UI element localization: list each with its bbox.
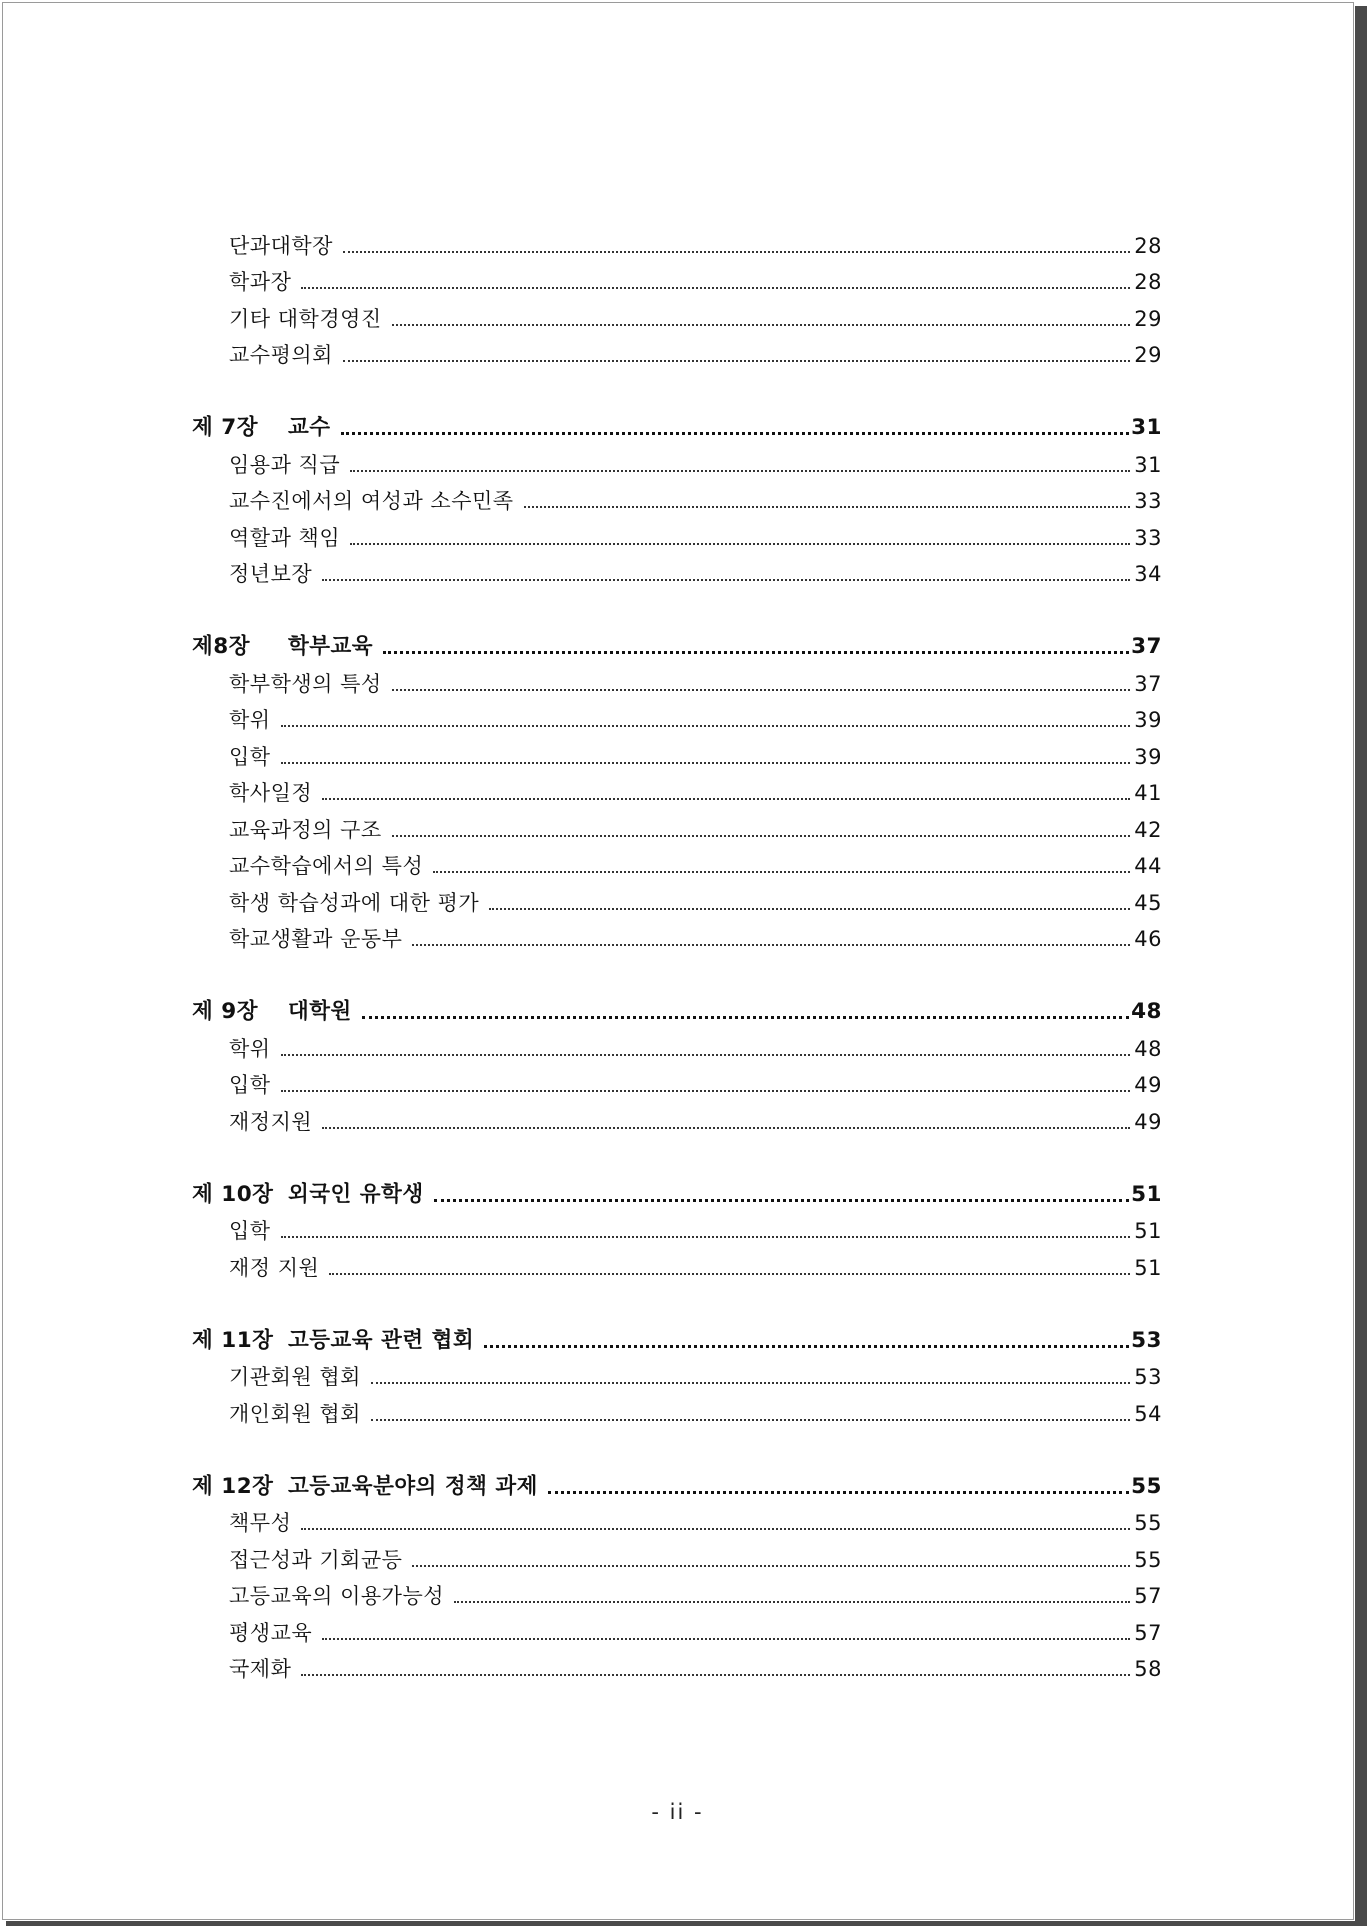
toc-entry[interactable]: 단과대학장 28 [229,233,1162,258]
dot-leader [383,650,1129,654]
toc-chapter-12[interactable] [192,1463,1162,1500]
dot-leader [322,797,1130,800]
page-number: 34 [1134,562,1162,586]
dot-leader [548,1490,1129,1494]
page-number: 48 [1134,1036,1162,1061]
dot-leader [322,578,1130,581]
section-gap [192,1135,1162,1172]
dot-leader [301,1673,1130,1676]
toc-chapter-7[interactable] [192,405,1162,442]
page-number: 53 [1131,1327,1162,1353]
toc-entry[interactable]: 학사일정 41 [229,781,1162,805]
page-number: 39 [1134,744,1162,769]
toc-chapter-11[interactable] [192,1317,1162,1354]
toc-entry[interactable]: 기타 대학경영진 29 [229,306,1162,331]
page-number: 31 [1134,452,1162,477]
dot-leader [281,761,1130,764]
page-number: 53 [1134,1365,1162,1389]
toc-entry[interactable]: 임용과 직급 31 [229,452,1162,477]
page-shadow-bottom [6,1921,1367,1926]
dot-leader [350,542,1130,545]
toc-entry[interactable]: 국제화 58 [229,1657,1162,1681]
page-number: 42 [1134,817,1162,842]
section-gap [192,368,1162,405]
dot-leader [371,1381,1130,1384]
dot-leader [281,1089,1130,1092]
chapter-title: 교수 [288,415,331,440]
chapter-number: 제 12장 [192,1473,274,1499]
section-gap [192,587,1162,624]
page-number: 58 [1134,1657,1162,1681]
page-number: 33 [1134,525,1162,550]
page-number: 45 [1134,890,1162,915]
toc-entry[interactable]: 역할과 책임 33 [229,525,1162,550]
toc-entry[interactable]: 교수진에서의 여성과 소수민족 33 [229,489,1162,513]
toc-entry[interactable]: 고등교육의 이용가능성 57 [229,1584,1162,1608]
dot-leader [484,1344,1129,1348]
page-number: 41 [1134,781,1162,805]
page-number: 48 [1131,999,1162,1024]
page-number: 54 [1134,1401,1162,1426]
toc-entry[interactable]: 정년보장 34 [229,562,1162,586]
dot-leader [301,1527,1130,1530]
dot-leader [281,1053,1130,1056]
table-of-contents [192,222,1162,1682]
dot-leader [329,1272,1130,1275]
page-number: 29 [1134,306,1162,331]
page-number: 51 [1134,1255,1162,1280]
toc-chapter-9[interactable] [192,989,1162,1026]
page-footer-number: - ii - [651,1800,704,1824]
dot-leader [454,1600,1130,1603]
dot-leader [434,1198,1129,1202]
dot-leader [433,870,1130,873]
page-number: 57 [1134,1620,1162,1645]
dot-leader [412,943,1130,946]
page-number: 28 [1134,270,1162,294]
toc-chapter-10[interactable] [192,1171,1162,1208]
toc-entry[interactable]: 학위 39 [229,708,1162,732]
dot-leader [301,286,1130,289]
chapter-number: 제 9장 [192,999,258,1024]
chapter-title: 대학원 [288,999,352,1024]
page-number: 33 [1134,489,1162,513]
toc-entry[interactable]: 책무성 55 [229,1511,1162,1535]
page-number: 28 [1134,233,1162,258]
page-number: 55 [1131,1473,1162,1499]
page-number: 39 [1134,708,1162,732]
toc-entry[interactable]: 학교생활과 운동부 46 [229,927,1162,951]
dot-leader [343,359,1130,362]
section-gap [192,952,1162,989]
dot-leader [281,724,1130,727]
dot-leader [322,1637,1130,1640]
dot-leader [362,1015,1129,1019]
toc-chapter-8[interactable] [192,624,1162,661]
chapter-number: 제 10장 [192,1181,274,1207]
toc-entry[interactable]: 재정지원 49 [229,1109,1162,1134]
toc-entry[interactable]: 입학 51 [229,1219,1162,1243]
dot-leader [392,834,1130,837]
toc-entry[interactable]: 입학 49 [229,1073,1162,1097]
toc-entry[interactable]: 기관회원 협회 53 [229,1365,1162,1389]
dot-leader [281,1235,1130,1238]
chapter-title: 고등교육 관련 협회 [288,1327,475,1353]
dot-leader [392,323,1130,326]
dot-leader [371,1418,1130,1421]
chapter-number: 제8장 [192,634,250,659]
dot-leader [322,1126,1130,1129]
dot-leader [343,250,1130,253]
toc-entry[interactable]: 학과장 28 [229,270,1162,294]
page-number: 51 [1131,1181,1162,1207]
section-gap [192,1281,1162,1318]
chapter-number: 제 11장 [192,1327,274,1353]
page-number: 37 [1131,634,1162,659]
page-number: 44 [1134,854,1162,878]
page-number: 29 [1134,343,1162,367]
toc-entry[interactable]: 학부학생의 특성 37 [229,671,1162,696]
toc-entry[interactable]: 입학 39 [229,744,1162,769]
toc-entry[interactable]: 학생 학습성과에 대한 평가 45 [229,890,1162,915]
toc-entry[interactable]: 재정 지원 51 [229,1255,1162,1280]
page-number: 49 [1134,1073,1162,1097]
toc-entry[interactable]: 교수평의회 29 [229,343,1162,367]
page-number: 49 [1134,1109,1162,1134]
page-number: 46 [1134,927,1162,951]
dot-leader [412,1564,1130,1567]
dot-leader [524,505,1130,508]
page-number: 37 [1134,671,1162,696]
page-number: 55 [1134,1547,1162,1572]
chapter-title: 학부교육 [288,634,374,659]
page-number: 51 [1134,1219,1162,1243]
dot-leader [489,907,1130,910]
toc-entry[interactable]: 개인회원 협회 54 [229,1401,1162,1426]
chapter-number: 제 7장 [192,415,258,440]
page-number: 31 [1131,415,1162,440]
section-gap [192,1427,1162,1464]
dot-leader [341,431,1130,435]
chapter-title: 고등교육분야의 정책 과제 [288,1473,538,1499]
dot-leader [350,469,1130,472]
toc-entry[interactable]: 평생교육 57 [229,1620,1162,1645]
dot-leader [392,688,1130,691]
page-number: 55 [1134,1511,1162,1535]
chapter-title: 외국인 유학생 [288,1181,424,1207]
toc-entry[interactable]: 학위 48 [229,1036,1162,1061]
toc-entry[interactable]: 교수학습에서의 특성 44 [229,854,1162,878]
toc-entry[interactable]: 접근성과 기회균등 55 [229,1547,1162,1572]
page-number: 57 [1134,1584,1162,1608]
page-shadow-right [1355,6,1367,1922]
toc-entry[interactable]: 교육과정의 구조 42 [229,817,1162,842]
